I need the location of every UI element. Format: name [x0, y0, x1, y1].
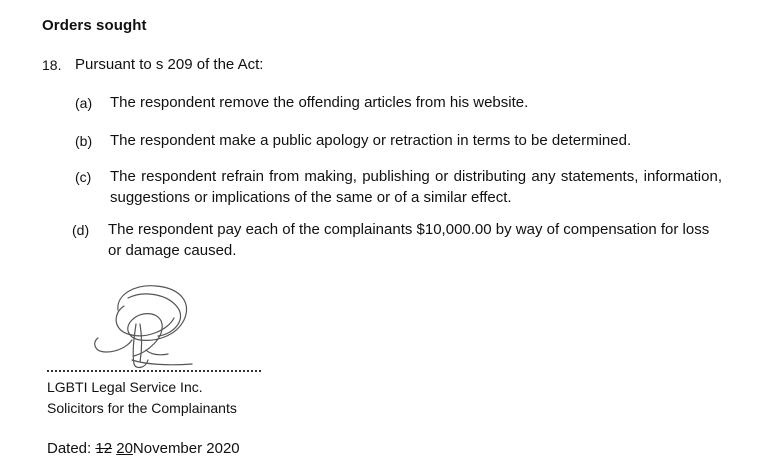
paragraph-number: 18. [42, 57, 62, 73]
struck-day: 12 [95, 440, 113, 457]
order-text: The respondent remove the offending articles from his website. [110, 94, 529, 111]
corrected-day: 20 [116, 440, 133, 457]
signer-name: LGBTI Legal Service Inc. [47, 379, 203, 395]
signature-line [47, 370, 261, 372]
order-text: The respondent refrain from making, publishing or distributing any statements, information, suggestions or implications of the same or of a similar effect. [110, 168, 722, 206]
order-label: (a) [75, 95, 93, 111]
order-text: The respondent make a public apology or retraction in terms to be determined. [110, 132, 632, 149]
order-label: (c) [75, 169, 92, 185]
order-text: The respondent pay each of the complainants $10,000.00 by way of compensation for loss or damage caused. [108, 221, 710, 259]
paragraph-text: Pursuant to s 209 of the Act: [75, 56, 264, 73]
order-label: (d) [72, 222, 90, 238]
handwritten-signature [88, 280, 198, 375]
order-label: (b) [75, 133, 93, 149]
date-month-year: November 2020 [132, 440, 240, 457]
date-prefix: Dated: [47, 440, 92, 457]
section-heading: Orders sought [42, 17, 147, 34]
date-line [47, 440, 240, 457]
signer-role: Solicitors for the Complainants [47, 400, 237, 416]
